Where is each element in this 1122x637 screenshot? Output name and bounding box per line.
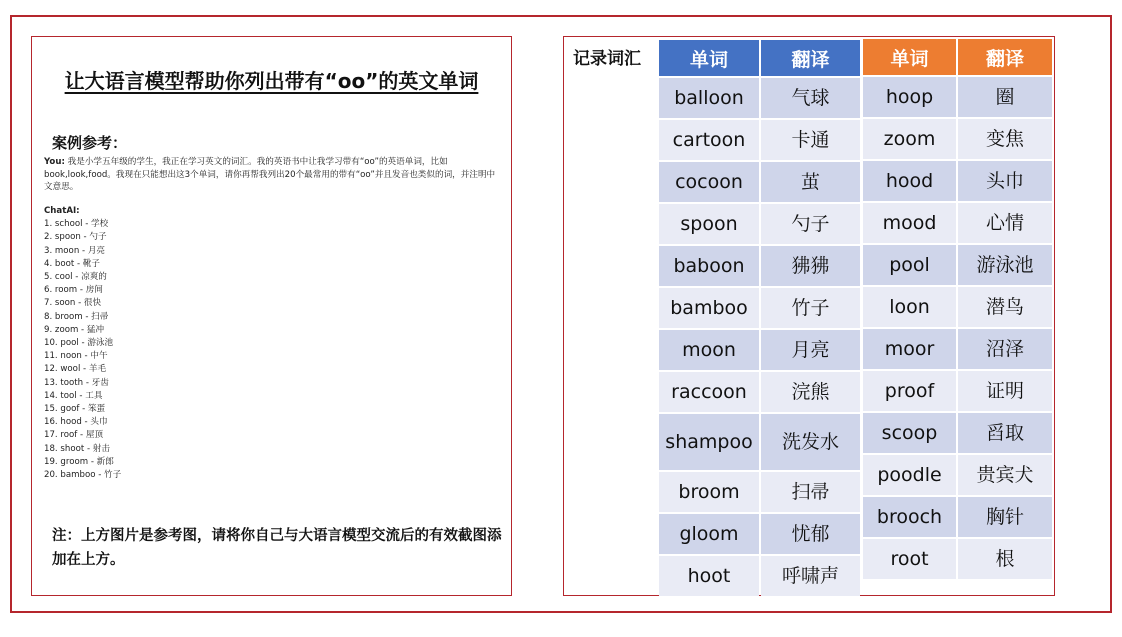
vocab-translation: 洗发水 [761, 414, 860, 470]
chatai-list-item: 5. cool - 凉爽的 [44, 272, 107, 283]
table-row [659, 288, 860, 328]
chatai-list-item: 15. goof - 笨蛋 [44, 404, 106, 415]
table-row [863, 161, 1052, 201]
vocab-word: loon [863, 287, 956, 327]
vocab-translation: 贵宾犬 [958, 455, 1052, 495]
user-prompt-text: 我是小学五年级的学生，我正在学习英文的词汇。我的英语书中让我学习带有“oo”的英语单词，比如book,look,food。我现在只能想出这3个单词，请你再帮我列出20个最常用的带有“oo”并且发音也类似的词，并注明中文意思。 [44, 157, 496, 192]
chatai-response [44, 205, 344, 482]
chatai-list-item: 14. tool - 工具 [44, 390, 103, 401]
header-translation: 翻译 [958, 39, 1052, 75]
table-header-row [659, 40, 860, 76]
vocab-translation: 潜鸟 [958, 287, 1052, 327]
vocab-word: hoop [863, 77, 956, 117]
chatai-word-list [44, 218, 344, 482]
table-row [863, 539, 1052, 579]
vocab-translation: 变焦 [958, 119, 1052, 159]
vocab-translation: 狒狒 [761, 246, 860, 286]
table-row [863, 413, 1052, 453]
chatai-list-item: 1. school - 学校 [44, 219, 109, 230]
chatai-list-item: 20. bamboo - 竹子 [44, 470, 122, 481]
vocab-table-blue [657, 38, 862, 598]
table-row [863, 77, 1052, 117]
note-text: 注：上方图片是参考图，请将你自己与大语言模型交流后的有效截图添加在上方。 [52, 528, 502, 568]
table-row [863, 203, 1052, 243]
table-row [659, 162, 860, 202]
user-prompt [44, 156, 499, 194]
vocab-word: proof [863, 371, 956, 411]
vocab-word: poodle [863, 455, 956, 495]
vocab-translation: 月亮 [761, 330, 860, 370]
record-vocab-label: 记录词汇 [573, 49, 641, 69]
vocab-translation: 圈 [958, 77, 1052, 117]
vocab-word: balloon [659, 78, 759, 118]
vocab-word: brooch [863, 497, 956, 537]
vocab-word: spoon [659, 204, 759, 244]
chatai-list-item: 2. spoon - 勺子 [44, 232, 107, 243]
page-title: 让大语言模型帮助你列出带有“oo”的英文单词 [64, 69, 479, 93]
table-row [863, 371, 1052, 411]
vocab-translation: 心情 [958, 203, 1052, 243]
header-word: 单词 [863, 39, 956, 75]
vocab-translation: 扫帚 [761, 472, 860, 512]
vocab-word: root [863, 539, 956, 579]
chatai-list-item: 16. hood - 头巾 [44, 417, 108, 428]
chatai-list-item: 8. broom - 扫帚 [44, 311, 109, 322]
vocab-word: gloom [659, 514, 759, 554]
reference-panel [31, 36, 512, 596]
vocab-translation: 卡通 [761, 120, 860, 160]
case-heading: 案例参考： [52, 134, 128, 152]
vocab-translation: 根 [958, 539, 1052, 579]
vocab-word: mood [863, 203, 956, 243]
table-row [863, 455, 1052, 495]
vocab-word: baboon [659, 246, 759, 286]
table-header-row [863, 39, 1052, 75]
table-row [659, 514, 860, 554]
vocab-word: cocoon [659, 162, 759, 202]
table-row [863, 119, 1052, 159]
user-label: You: [44, 157, 65, 167]
chatai-list-item: 18. shoot - 射击 [44, 443, 110, 454]
vocab-word: broom [659, 472, 759, 512]
header-translation: 翻译 [761, 40, 860, 76]
table-row [659, 414, 860, 470]
table-row [659, 330, 860, 370]
vocab-translation: 胸针 [958, 497, 1052, 537]
chatai-list-item: 17. roof - 屋顶 [44, 430, 104, 441]
table-row [863, 287, 1052, 327]
vocab-translation: 勺子 [761, 204, 860, 244]
vocab-word: bamboo [659, 288, 759, 328]
chatai-list-item: 4. boot - 靴子 [44, 258, 101, 269]
chatai-list-item: 7. soon - 很快 [44, 298, 102, 309]
vocab-translation: 舀取 [958, 413, 1052, 453]
chatai-list-item: 9. zoom - 猛冲 [44, 324, 105, 335]
chatai-list-item: 10. pool - 游泳池 [44, 338, 114, 349]
table-row [863, 245, 1052, 285]
chatai-list-item: 3. moon - 月亮 [44, 245, 106, 256]
vocab-translation: 头巾 [958, 161, 1052, 201]
vocab-word: scoop [863, 413, 956, 453]
table-row [863, 329, 1052, 369]
vocab-word: pool [863, 245, 956, 285]
table-row [659, 472, 860, 512]
vocab-translation: 游泳池 [958, 245, 1052, 285]
vocab-word: zoom [863, 119, 956, 159]
table-row [659, 204, 860, 244]
vocab-translation: 浣熊 [761, 372, 860, 412]
vocab-translation: 竹子 [761, 288, 860, 328]
vocab-word: cartoon [659, 120, 759, 160]
table-row [659, 556, 860, 596]
chatai-list-item: 19. groom - 新郎 [44, 456, 114, 467]
table-row [659, 246, 860, 286]
header-word: 单词 [659, 40, 759, 76]
chatai-list-item: 13. tooth - 牙齿 [44, 377, 109, 388]
vocab-table-orange [861, 37, 1054, 581]
vocab-translation: 茧 [761, 162, 860, 202]
vocab-word: raccoon [659, 372, 759, 412]
chatai-label: ChatAI: [44, 206, 80, 216]
vocab-translation: 沼泽 [958, 329, 1052, 369]
table-row [863, 497, 1052, 537]
vocab-word: shampoo [659, 414, 759, 470]
table-row [659, 372, 860, 412]
chatai-list-item: 6. room - 房间 [44, 285, 103, 296]
chatai-list-item: 11. noon - 中午 [44, 351, 108, 362]
vocab-translation: 忧郁 [761, 514, 860, 554]
vocab-word: hoot [659, 556, 759, 596]
table-row [659, 78, 860, 118]
vocab-word: moor [863, 329, 956, 369]
vocab-translation: 呼啸声 [761, 556, 860, 596]
vocab-word: moon [659, 330, 759, 370]
vocab-word: hood [863, 161, 956, 201]
vocab-translation: 证明 [958, 371, 1052, 411]
chatai-list-item: 12. wool - 羊毛 [44, 364, 107, 375]
table-row [659, 120, 860, 160]
vocab-translation: 气球 [761, 78, 860, 118]
